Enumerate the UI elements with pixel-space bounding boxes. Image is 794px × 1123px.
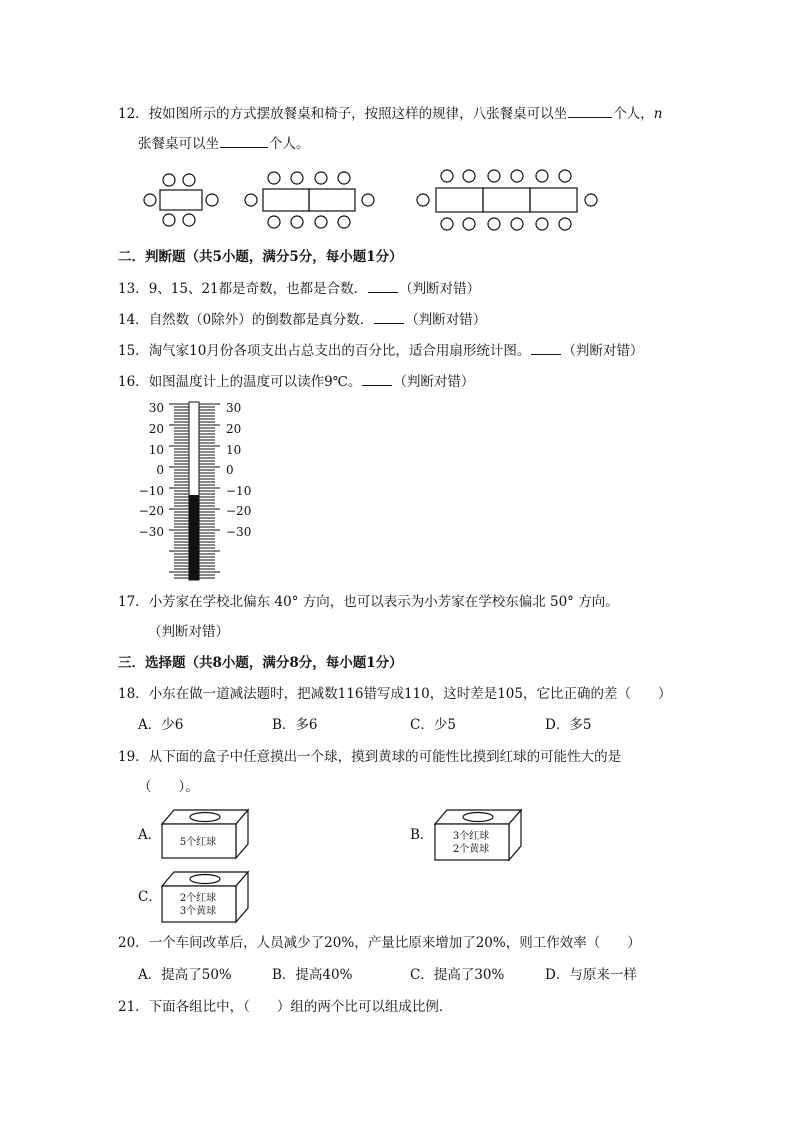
thermometer-figure [136, 396, 266, 584]
q16-number: 16． [118, 374, 149, 390]
q13-number: 13． [118, 281, 149, 297]
scale-left-label: 30 [148, 401, 164, 415]
box-c-label-2: 3个黄球 [179, 906, 217, 917]
q18-text: 小东在做一道减法题时，把减数116错写成110，这时差是105，它比正确的差（ ） [148, 686, 672, 702]
section-3-title: 三．选择题（共8小题，满分8分，每小题1分） [118, 655, 403, 671]
q19-label-b[interactable]: B． [410, 827, 434, 843]
q20-option-b[interactable]: B．提高40% [272, 967, 353, 983]
box-a-label: 5个红球 [179, 837, 217, 848]
q20 [118, 934, 641, 952]
q12-variable-n: n [653, 106, 663, 122]
q20-text: 一个车间改革后，人员减少了20%，产量比原来增加了20%，则工作效率（ ） [148, 935, 641, 951]
q21-number: 21． [118, 999, 149, 1015]
section-2-title: 二．判断题（共5小题，满分5分，每小题1分） [118, 249, 403, 265]
q15-answer-blank[interactable] [531, 341, 561, 355]
q12-text-a: 按如图所示的方式摆放餐桌和椅子，按照这样的规律，八张餐桌可以坐 [148, 106, 568, 122]
q19-label-c[interactable]: C． [138, 889, 162, 905]
box-a-figure[interactable] [160, 806, 250, 860]
scale-left-label: 20 [148, 422, 164, 436]
box-b-label-2: 2个黄球 [452, 844, 490, 855]
q21-text: 下面各组比中，（ ）组的两个比可以组成比例． [148, 999, 453, 1015]
one-table-arrangement [144, 174, 218, 226]
q12-line1 [118, 104, 662, 123]
q14 [118, 310, 486, 329]
q16-tail: （判断对错） [393, 374, 475, 390]
q19-line1 [118, 748, 621, 766]
q12-blank-1[interactable] [568, 104, 612, 118]
scale-right-label: −20 [226, 504, 252, 518]
q20-option-d[interactable]: D．与原来一样 [545, 967, 637, 983]
q17-line1 [118, 593, 619, 611]
q15 [118, 341, 643, 360]
q14-text: 自然数（0除外）的倒数都是真分数． [148, 312, 374, 328]
q17-line2 [138, 623, 229, 641]
q19-text: 从下面的盒子中任意摸出一个球，摸到黄球的可能性比摸到红球的可能性大的是 [148, 749, 622, 765]
scale-left-label: −10 [138, 484, 164, 498]
scale-right-label: −30 [226, 525, 252, 539]
scale-left-label: −20 [138, 504, 164, 518]
q12-line2 [138, 134, 310, 153]
q18-option-d[interactable]: D．多5 [545, 717, 592, 733]
q15-number: 15． [118, 343, 149, 359]
q18-number: 18． [118, 686, 149, 702]
q17-number: 17． [118, 594, 149, 610]
q13-answer-blank[interactable] [368, 279, 398, 293]
q16-text: 如图温度计上的温度可以读作9℃。 [148, 374, 362, 390]
q12-text-c: 张餐桌可以坐 [138, 136, 219, 152]
q17-answer-blank[interactable] [139, 623, 147, 636]
q14-tail: （判断对错） [405, 312, 487, 328]
scale-left-label: −30 [138, 525, 164, 539]
three-tables-arrangement [417, 170, 597, 230]
scale-right-label: 20 [226, 422, 242, 436]
q14-answer-blank[interactable] [374, 310, 404, 324]
q18-option-a[interactable]: A．少6 [138, 717, 184, 733]
box-c-figure[interactable] [160, 868, 250, 924]
scale-left-label: 10 [148, 443, 164, 457]
q20-option-a[interactable]: A．提高了50% [138, 967, 232, 983]
q20-number: 20． [118, 935, 149, 951]
scale-right-label: 0 [226, 463, 234, 477]
q15-text: 淘气家10月份各项支出占总支出的百分比，适合用扇形统计图。 [148, 343, 531, 359]
two-tables-arrangement [245, 172, 374, 228]
q13-tail: （判断对错） [399, 281, 481, 297]
q17-tail: （判断对错） [148, 624, 229, 640]
q16-answer-blank[interactable] [362, 372, 392, 386]
q19-label-a[interactable]: A． [138, 827, 162, 843]
table-chair-figure [138, 168, 608, 234]
q21 [118, 998, 452, 1016]
scale-right-label: 30 [226, 401, 242, 415]
q13 [118, 279, 480, 298]
q17-text: 小芳家在学校北偏东 40° 方向，也可以表示为小芳家在学校东偏北 50° 方向。 [148, 594, 619, 610]
scale-left-label: 0 [156, 463, 164, 477]
box-b-figure[interactable] [433, 806, 523, 862]
box-c-label-1: 2个红球 [179, 893, 217, 904]
q12-number: 12． [118, 106, 149, 122]
q19-paren: （ ）。 [138, 779, 199, 795]
q12-blank-2[interactable] [220, 134, 268, 148]
box-b-label-1: 3个红球 [452, 831, 490, 842]
q16 [118, 372, 474, 391]
thermometer-mercury [189, 495, 199, 580]
q12-text-b: 个人， [613, 106, 654, 122]
q20-option-c[interactable]: C．提高了30% [410, 967, 505, 983]
q19-number: 19． [118, 749, 149, 765]
q18-option-b[interactable]: B．多6 [272, 717, 318, 733]
q14-number: 14． [118, 312, 149, 328]
q12-text-d: 个人。 [269, 136, 310, 152]
q13-text: 9、15、21都是奇数，也都是合数． [148, 281, 368, 297]
q15-tail: （判断对错） [562, 343, 644, 359]
scale-right-label: −10 [226, 484, 252, 498]
q18-option-c[interactable]: C．少5 [410, 717, 456, 733]
scale-right-label: 10 [226, 443, 242, 457]
q18 [118, 685, 672, 703]
